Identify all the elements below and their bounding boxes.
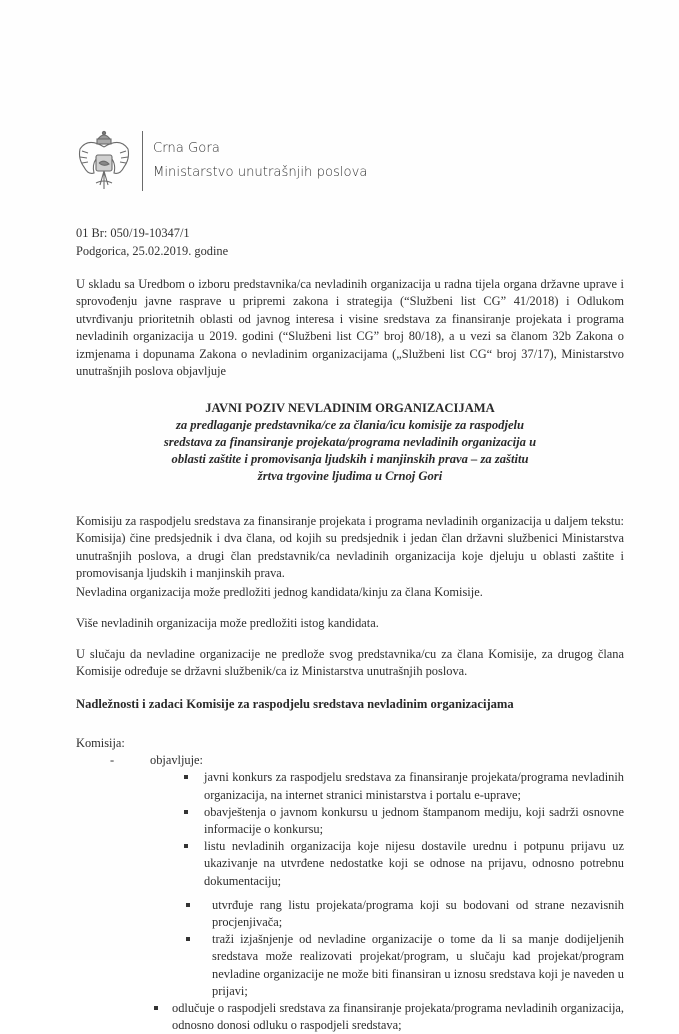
ministry-name: Ministarstvo unutrašnjih poslova [153,165,368,180]
square-bullet-icon [186,903,190,907]
fallback-member-paragraph: U slučaju da nevladine organizacije ne predlože svog predstavnika/cu za člana Komisije, za drugog člana Komisije određuje se državni službenik/ca iz Ministarstva unutrašnjih poslova. [76,647,624,679]
commission-composition-paragraph: Komisiju za raspodjelu sredstava za finansiranje projekata i programa nevladinih organizacija u daljem tekstu: Komisija) čine predsjednik i dva člana, od kojih su predsjednik i jedan član državni službenici Ministarstva unutrašnjih poslova, a drugi član predstavnik/ca nevladinih organizacija koje djeluju u oblasti zaštite i promovisanja ljudskih i manjinskih prava. [76,514,624,581]
one-candidate-paragraph: Nevladina organizacija može predložiti jednog kandidata/kinju za člana Komisije. [76,585,483,599]
other-tasks-list [76,897,624,1000]
dash-item-publishes [76,752,624,769]
list-item: utvrđuje rang listu projekata/programa koji su bodovani od strane nezavisnih procjenjivača; [76,897,624,931]
duties-list [76,735,624,1034]
reference-block [76,224,228,260]
list-item: javni konkurs za raspodjelu sredstava za finansiranje projekata/programa nevladinih organizacija, na internet stranici ministarstva i portalu e-uprave; [76,769,624,803]
list-item: odlučuje o raspodjeli sredstava za finansiranje projekata/programa nevladinih organizacija, odnosno donosi odluku o raspodjeli sredstava; [76,1000,624,1034]
letterhead-divider [142,131,143,191]
country-name: Crna Gora [153,141,220,156]
list-item: traži izjašnjenje od nevladine organizacije o tome da li sa manje dodijeljenih sredstava može realizovati projekat/program, u slučaju kad projekat/program nevladine organizacije ne može biti finansiran u iznosu sredstava koji je naveden u prijavi; [76,931,624,1000]
square-bullet-icon [186,937,190,941]
place-date: Podgorica, 25.02.2019. godine [76,244,229,258]
decision-list [76,1000,624,1034]
section-heading: Nadležnosti i zadaci Komisije za raspodjelu sredstava nevladinim organizacijama [76,697,514,711]
publishes-list [76,769,624,889]
intro-paragraph: U skladu sa Uredbom o izboru predstavnika/ca nevladinih organizacija u radna tijela organa državne uprave i sprovođenju javne rasprave u pripremi zakona i strategija (“Službeni list CG” 41/2018) i Odlukom utvrđivanju prioritetnih oblasti od javnog interesa i visine sredstava za finansiranje projekata i programa nevladinih organizacija u 2019. godini (“Službeni list CG” broj 80/18), a u vezi sa članom 32b Zakona o izmjenama i dopunama Zakona o nevladinim organizacijama („Službeni list CG“ broj 37/17), Ministarstvo unutrašnjih poslova objavljuje [76,277,624,379]
call-title [160,400,540,485]
square-bullet-icon [154,1006,158,1010]
list-item: obavještenja o javnom konkursu u jednom štampanom mediju, koji sadrži osnovne informacije o konkursu; [76,804,624,838]
call-title-subtitle: za predlaganje predstavnika/ce za člania/icu komisije za raspodjelu sredstava za finansiranje projekata/programa nevladinih organizacija u oblasti zaštite i promovisanja ljudskih i manjinskih prava – za zaštitu žrtva trgovine ljudima u Crnoj Gori [163,418,537,483]
list-item: listu nevladinih organizacija koje nijesu dostavile urednu i potpunu prijavu uz ukazivanje na utvrđene nedostatke koji se odnose na prijavu, odnosno potrebnu dokumentaciju; [76,838,624,890]
call-title-main: JAVNI POZIV NEVLADINIM ORGANIZACIJAMA [205,401,495,415]
square-bullet-icon [184,810,188,814]
reference-number: 01 Br: 050/19-10347/1 [76,226,190,240]
montenegro-coat-of-arms-icon [74,129,134,193]
square-bullet-icon [184,775,188,779]
letterhead [74,128,368,194]
square-bullet-icon [184,844,188,848]
duties-intro: Komisija: [76,736,125,750]
dash-label: objavljuje: [150,753,203,768]
same-candidate-paragraph: Više nevladinih organizacija može predložiti istog kandidata. [76,616,379,630]
dash-marker: - [110,753,115,768]
